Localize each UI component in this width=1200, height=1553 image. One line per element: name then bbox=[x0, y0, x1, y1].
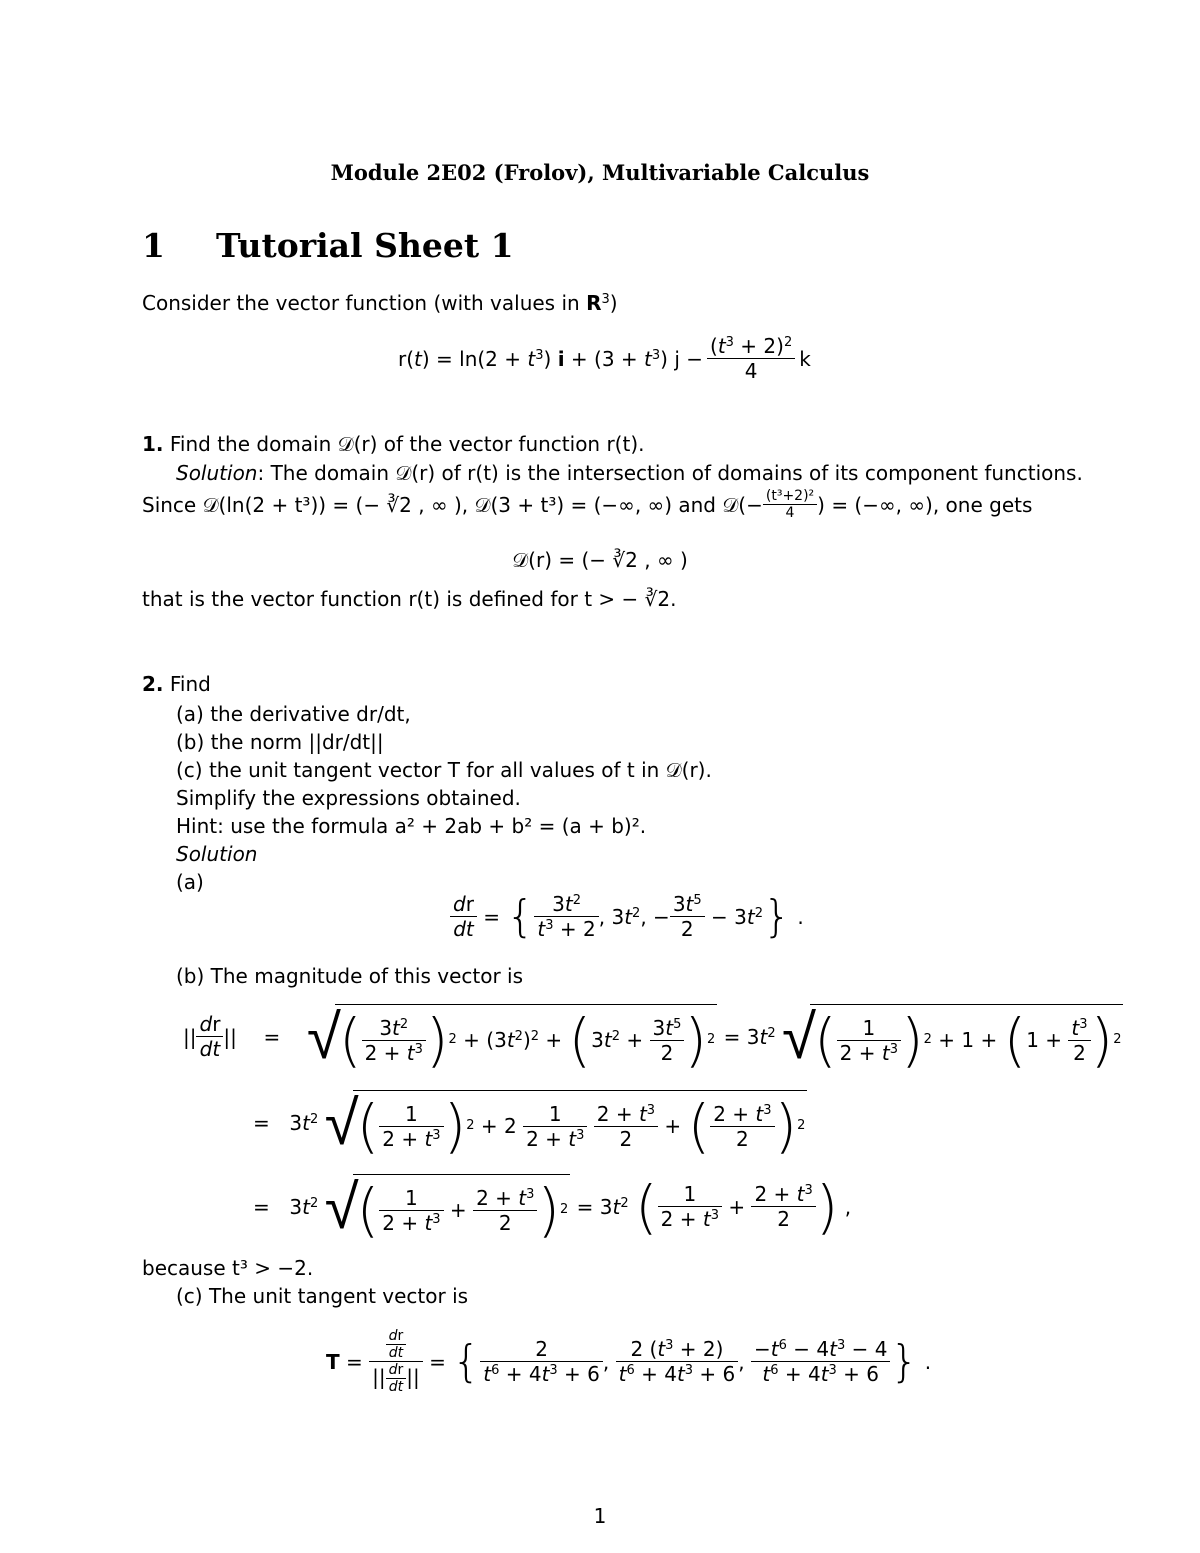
part-a-label: (a) bbox=[176, 870, 204, 894]
problem-2-item-c: (c) the unit tangent vector T for all values of t in 𝒟(r). bbox=[176, 758, 712, 782]
because-text: because t³ > −2. bbox=[142, 1256, 314, 1280]
part-b-text: (b) The magnitude of this vector is bbox=[176, 964, 524, 988]
problem-2-find: 2. Find bbox=[142, 672, 211, 696]
problem-1-label: 1. bbox=[142, 432, 164, 456]
magnitude-line-1: || $\frac{dr}{dt}$ || = √ ( $\frac{3t^2}{2 + t^3}$ ) 2 + $(3t^2)^2$ + ( $3t^2$ + $\frac{3t^5}{2}$ ) 2 = $3t^2$ √ ( $\frac{1}{2 + t^3}$ ) 2 + 1 + ( 1 + $\frac{t^3}{2}$ ) 2 bbox=[183, 999, 1122, 1074]
problem-1-statement: 1. Find the domain 𝒟(r) of the vector function r(t). bbox=[142, 432, 645, 456]
problem-2-items bbox=[176, 700, 712, 896]
magnitude-line-2: = $3t^2$ √ ( $\frac{1}{2 + t^3}$ ) 2 + 2 $\frac{1}{2 + t^3}$ $\frac{2 + t^3}{2}$ + ( $\frac{2 + t^3}{2}$ ) 2 bbox=[253, 1085, 806, 1160]
problem-2-solution-label: Solution bbox=[176, 842, 258, 866]
vector-function-equation: $r(t) = \ln(2 + t^3)$ $i + (3 + t^3)$ j − $\frac{(t^3 + 2)^2}{4}$ k bbox=[398, 334, 811, 383]
section-number: 1 bbox=[142, 226, 165, 265]
solution-label: Solution bbox=[176, 461, 258, 485]
course-title: Module 2E02 (Frolov), Multivariable Calculus bbox=[330, 160, 870, 185]
problem-1-conclusion: that is the vector function r(t) is defined for t > − ∛2. bbox=[142, 587, 677, 611]
problem-2-item-a: (a) the derivative dr/dt, bbox=[176, 702, 411, 726]
magnitude-line-3: = $3t^2$ √ ( $\frac{1}{2 + t^3}$ + $\frac{2 + t^3}{2}$ ) 2 = $3t^2$ ( $\frac{1}{2 + t^3}$ + $\frac{2 + t^3}{2}$ ) , bbox=[253, 1169, 852, 1244]
part-c-text: (c) The unit tangent vector is bbox=[176, 1284, 469, 1308]
problem-2-item-b: (b) the norm ||dr/dt|| bbox=[176, 730, 384, 754]
problem-2-label: 2. bbox=[142, 672, 164, 696]
unit-tangent-equation: T = $\frac{dr}{dt}$ || $\frac{dr}{dt}$ || = { $\frac{2}{t^6 + 4t^3 + 6}$ , $\frac{2 (t^3 + 2)}{t^6 + 4t^3 + 6}$ , $\frac{-t^6 - 4t^3 - 4}{t^6 + 4t^3 + 6}$ } . bbox=[326, 1328, 932, 1395]
problem-1-solution: Solution: The domain 𝒟(r) of r(t) is the intersection of domains of its component functions. bbox=[176, 461, 1083, 485]
section-title: Tutorial Sheet 1 bbox=[215, 226, 514, 265]
section-heading bbox=[142, 226, 514, 265]
domain-result: 𝒟(r) = (− ∛2 , ∞ ) bbox=[512, 548, 688, 572]
problem-1-since-line: Since 𝒟(ln(2 + t³)) = (− ∛2 , ∞ ), 𝒟(3 + t³) = (−∞, ∞) and 𝒟(− $\frac{\text{(t³+2)²}}{4}$ ) = (−∞, ∞), one gets bbox=[142, 488, 1033, 521]
problem-2-simplify: Simplify the expressions obtained. bbox=[176, 786, 521, 810]
derivative-equation: $\frac{dr}{dt}$ = { $\frac{3t^2}{t^3 + 2}$ , $3t^2$, − $\frac{3t^5}{2}$ − $3t^2$ } . bbox=[450, 892, 804, 941]
problem-2-hint: Hint: use the formula a² + 2ab + b² = (a + b)². bbox=[176, 814, 647, 838]
page-number: 1 bbox=[593, 1504, 607, 1528]
intro-text: Consider the vector function (with values in $R^3$) bbox=[142, 291, 618, 315]
